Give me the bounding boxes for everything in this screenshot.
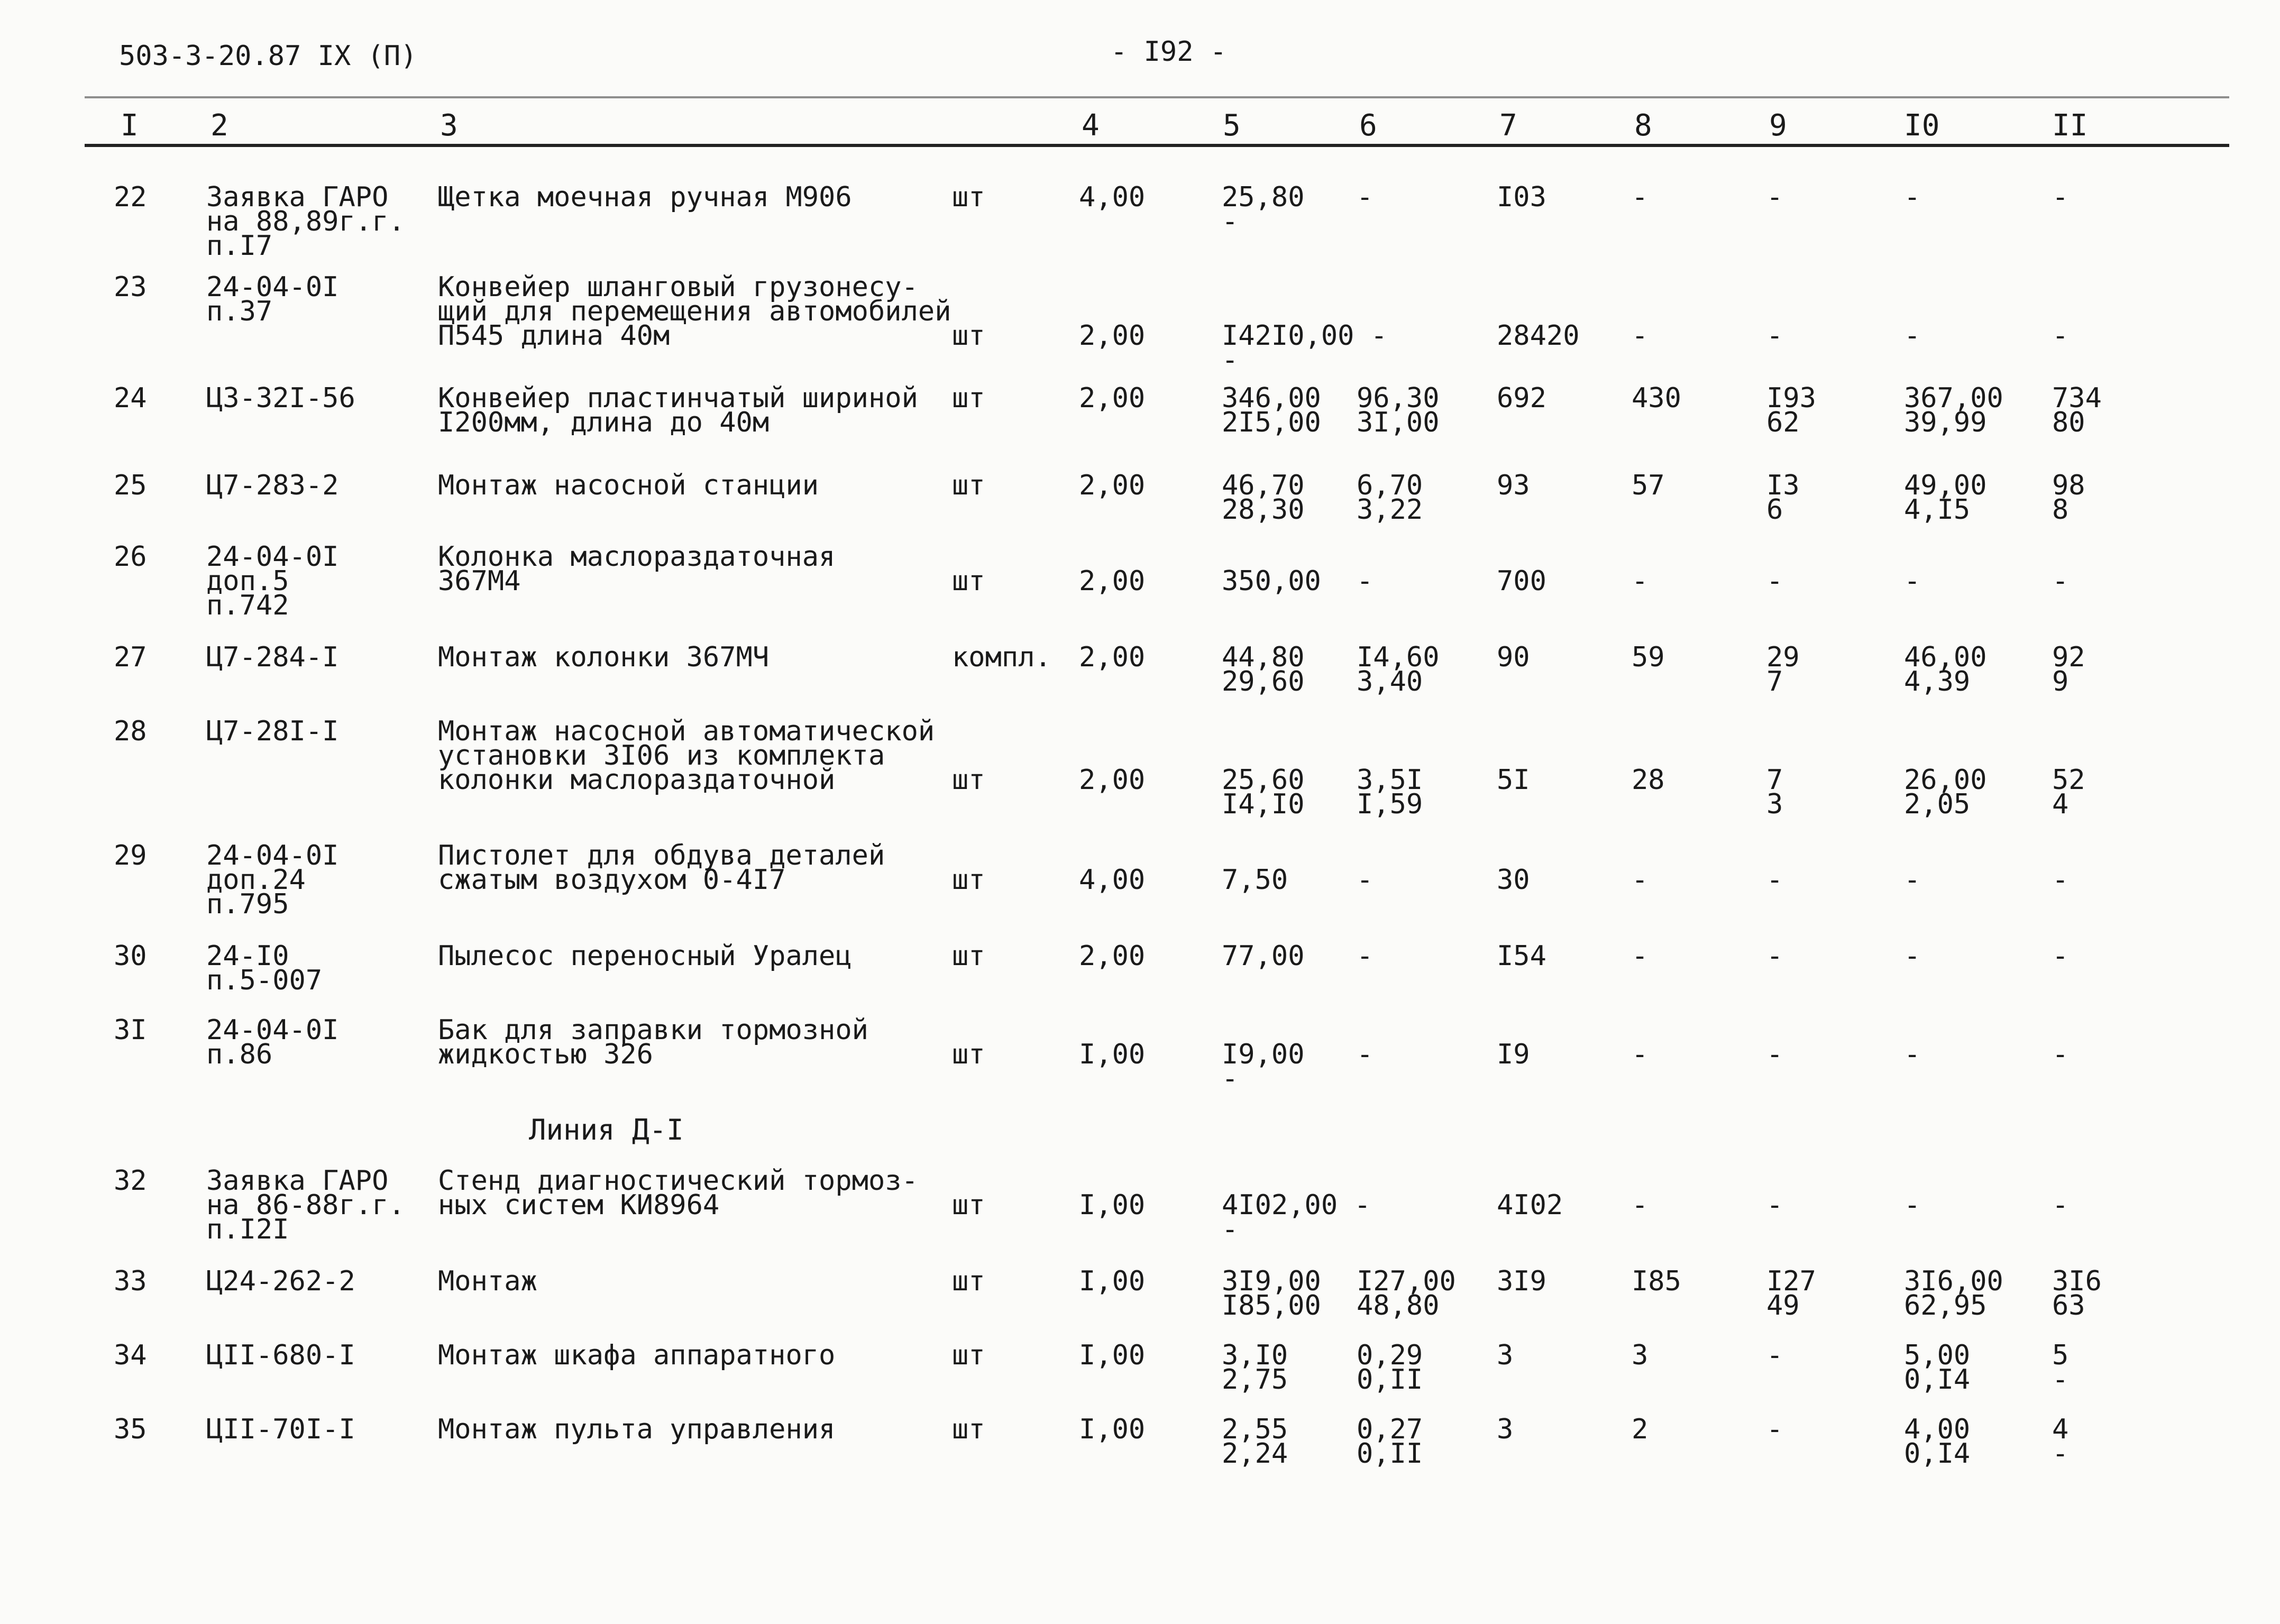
row-number: 27 <box>114 641 147 673</box>
row-col11: - <box>2052 565 2069 597</box>
row-col9: - <box>1766 1339 1783 1371</box>
row-unit: шт <box>952 1414 985 1445</box>
row-col6: - <box>1357 565 1374 597</box>
row-col11: 52 4 <box>2052 764 2085 820</box>
row-col5: I9,00 - <box>1222 1039 1305 1095</box>
header-rule-top <box>85 96 2229 98</box>
row-code: Ц7-284-I <box>206 641 339 673</box>
row-quantity: 2,00 <box>1079 764 1146 796</box>
column-header: 2 <box>210 108 228 143</box>
row-col7: 3 <box>1497 1339 1514 1371</box>
row-col5: 25,80 - <box>1222 181 1305 237</box>
row-code: 24-04-0I п.86 <box>206 1014 339 1070</box>
row-code: Ц7-28I-I <box>206 715 339 747</box>
row-col9: - <box>1766 1189 1783 1221</box>
row-number: 34 <box>114 1339 147 1371</box>
row-number: 35 <box>114 1414 147 1445</box>
row-col8: 28 <box>1632 764 1665 796</box>
row-quantity: 2,00 <box>1079 470 1146 501</box>
row-col6: - <box>1357 1039 1374 1070</box>
row-col9: - <box>1766 1414 1783 1445</box>
row-col10: - <box>1904 1189 1921 1221</box>
column-header: 5 <box>1223 108 1241 143</box>
row-code: Заявка ГАРО на 88,89г.г. п.I7 <box>206 181 405 262</box>
row-col8: - <box>1632 320 1649 352</box>
row-col8: 59 <box>1632 641 1665 673</box>
row-quantity: I,00 <box>1079 1265 1146 1297</box>
row-col8: I85 <box>1632 1265 1681 1297</box>
row-col5: I42I0,00 - - <box>1222 320 1388 376</box>
row-code: Заявка ГАРО на 86-88г.г. п.I2I <box>206 1165 405 1245</box>
row-col11: 4 - <box>2052 1414 2069 1470</box>
row-col10: 26,00 2,05 <box>1904 764 1987 820</box>
row-number: 33 <box>114 1265 147 1297</box>
row-col7: 28420 <box>1497 320 1580 352</box>
row-number: 26 <box>114 541 147 573</box>
row-col11: 3I6 63 <box>2052 1265 2102 1322</box>
row-col9: 7 3 <box>1766 764 1783 820</box>
row-col6: - <box>1357 181 1374 213</box>
row-number: 24 <box>114 382 147 414</box>
row-col10: 46,00 4,39 <box>1904 641 1987 698</box>
row-number: 29 <box>114 840 147 871</box>
row-name: Монтаж <box>438 1265 537 1297</box>
row-col11: - <box>2052 1189 2069 1221</box>
row-col7: 700 <box>1497 565 1546 597</box>
row-col10: 3I6,00 62,95 <box>1904 1265 2003 1322</box>
row-unit: шт <box>952 1189 985 1221</box>
row-code: Ц24-262-2 <box>206 1265 355 1297</box>
row-unit: шт <box>952 864 985 896</box>
row-col11: - <box>2052 181 2069 213</box>
row-col7: 90 <box>1497 641 1530 673</box>
row-col7: 30 <box>1497 864 1530 896</box>
row-col8: 57 <box>1632 470 1665 501</box>
row-col8: 430 <box>1632 382 1681 414</box>
row-quantity: I,00 <box>1079 1039 1146 1070</box>
column-header: 8 <box>1634 108 1652 143</box>
row-col11: 98 8 <box>2052 470 2085 526</box>
row-col9: I93 62 <box>1766 382 1816 438</box>
row-col9: - <box>1766 864 1783 896</box>
row-unit: шт <box>952 181 985 213</box>
row-col9: I27 49 <box>1766 1265 1816 1322</box>
row-unit: шт <box>952 565 985 597</box>
header-rule-bottom <box>85 144 2229 147</box>
row-col6: 96,30 3I,00 <box>1357 382 1440 438</box>
row-name: Монтаж шкафа аппаратного <box>438 1339 836 1371</box>
row-unit: шт <box>952 764 985 796</box>
row-col6: - <box>1357 940 1374 972</box>
row-col10: - <box>1904 1039 1921 1070</box>
row-number: 28 <box>114 715 147 747</box>
row-col7: I9 <box>1497 1039 1530 1070</box>
row-col8: 2 <box>1632 1414 1649 1445</box>
row-col8: - <box>1632 181 1649 213</box>
row-col7: I54 <box>1497 940 1546 972</box>
row-code: 24-04-0I п.37 <box>206 271 339 327</box>
row-col8: - <box>1632 1039 1649 1070</box>
row-col6: 0,27 0,II <box>1357 1414 1423 1470</box>
section-heading: Линия Д-I <box>529 1113 684 1146</box>
row-col8: - <box>1632 1189 1649 1221</box>
row-code: ЦII-70I-I <box>206 1414 355 1445</box>
row-col5: 25,60 I4,I0 <box>1222 764 1305 820</box>
row-quantity: I,00 <box>1079 1339 1146 1371</box>
row-col9: I3 6 <box>1766 470 1800 526</box>
row-quantity: 2,00 <box>1079 320 1146 352</box>
row-quantity: I,00 <box>1079 1414 1146 1445</box>
row-col10: - <box>1904 320 1921 352</box>
row-col9: 29 7 <box>1766 641 1800 698</box>
row-number: 25 <box>114 470 147 501</box>
row-col5: 44,80 29,60 <box>1222 641 1305 698</box>
row-name: Конвейер пластинчатый шириной I200мм, длина до 40м <box>438 382 918 438</box>
row-name: Стенд диагностический тормоз- ных систем КИ8964 <box>438 1165 918 1221</box>
row-unit: шт <box>952 940 985 972</box>
row-name: Щетка моечная ручная М906 <box>438 181 852 213</box>
row-col11: 734 80 <box>2052 382 2102 438</box>
row-col8: - <box>1632 940 1649 972</box>
row-col9: - <box>1766 940 1783 972</box>
row-unit: шт <box>952 320 985 352</box>
row-col11: - <box>2052 940 2069 972</box>
row-col5: 3,I0 2,75 <box>1222 1339 1288 1396</box>
row-col10: - <box>1904 864 1921 896</box>
row-col5: 46,70 28,30 <box>1222 470 1305 526</box>
row-name: Конвейер шланговый грузонесу- щий для перемещения автомобилей П545 длина 40м <box>438 271 951 352</box>
row-unit: шт <box>952 1339 985 1371</box>
row-col10: 367,00 39,99 <box>1904 382 2003 438</box>
row-quantity: I,00 <box>1079 1189 1146 1221</box>
row-code: Ц3-32I-56 <box>206 382 355 414</box>
column-header: I0 <box>1904 108 1940 143</box>
row-col6: 6,70 3,22 <box>1357 470 1423 526</box>
column-header: II <box>2052 108 2088 143</box>
row-number: 23 <box>114 271 147 303</box>
row-col5: 2,55 2,24 <box>1222 1414 1288 1470</box>
row-name: Пылесос переносный Уралец <box>438 940 852 972</box>
column-header: 4 <box>1082 108 1100 143</box>
row-col8: 3 <box>1632 1339 1649 1371</box>
row-name: Монтаж пульта управления <box>438 1414 836 1445</box>
row-col6: I4,60 3,40 <box>1357 641 1440 698</box>
row-unit: компл. <box>952 641 1051 673</box>
row-name: Бак для заправки тормозной жидкостью 326 <box>438 1014 868 1070</box>
row-col9: - <box>1766 1039 1783 1070</box>
row-col5: 350,00 <box>1222 565 1321 597</box>
row-col7: 3 <box>1497 1414 1514 1445</box>
row-col9: - <box>1766 565 1783 597</box>
column-header: 6 <box>1359 108 1377 143</box>
row-unit: шт <box>952 382 985 414</box>
column-header: 7 <box>1499 108 1517 143</box>
row-col11: - <box>2052 1039 2069 1070</box>
row-col5: 7,50 <box>1222 864 1288 896</box>
column-header: I <box>121 108 139 143</box>
row-col7: 692 <box>1497 382 1546 414</box>
row-col11: - <box>2052 864 2069 896</box>
row-col5: 77,00 <box>1222 940 1305 972</box>
row-col10: 5,00 0,I4 <box>1904 1339 1971 1396</box>
row-col11: 92 9 <box>2052 641 2085 698</box>
row-name: Монтаж насосной станции <box>438 470 819 501</box>
row-quantity: 2,00 <box>1079 940 1146 972</box>
row-quantity: 2,00 <box>1079 641 1146 673</box>
row-col10: - <box>1904 940 1921 972</box>
row-col10: - <box>1904 181 1921 213</box>
row-name: Пистолет для обдува деталей сжатым воздухом 0-4I7 <box>438 840 885 896</box>
row-col9: - <box>1766 181 1783 213</box>
row-col8: - <box>1632 565 1649 597</box>
row-unit: шт <box>952 1265 985 1297</box>
row-code: 24-04-0I доп.24 п.795 <box>206 840 339 920</box>
row-quantity: 2,00 <box>1079 565 1146 597</box>
row-number: 30 <box>114 940 147 972</box>
row-col11: 5 - <box>2052 1339 2069 1396</box>
row-code: 24-I0 п.5-007 <box>206 940 323 996</box>
column-header: 9 <box>1769 108 1787 143</box>
row-col7: I03 <box>1497 181 1546 213</box>
row-unit: шт <box>952 470 985 501</box>
row-col5: 4I02,00 - - <box>1222 1189 1371 1245</box>
row-quantity: 2,00 <box>1079 382 1146 414</box>
row-col10: 4,00 0,I4 <box>1904 1414 1971 1470</box>
row-col11: - <box>2052 320 2069 352</box>
row-col7: 3I9 <box>1497 1265 1546 1297</box>
row-code: 24-04-0I доп.5 п.742 <box>206 541 339 621</box>
row-quantity: 4,00 <box>1079 864 1146 896</box>
row-col7: 93 <box>1497 470 1530 501</box>
row-code: ЦII-680-I <box>206 1339 355 1371</box>
row-col8: - <box>1632 864 1649 896</box>
row-col5: 3I9,00 I85,00 <box>1222 1265 1321 1322</box>
row-quantity: 4,00 <box>1079 181 1146 213</box>
row-code: Ц7-283-2 <box>206 470 339 501</box>
row-col6: - <box>1357 864 1374 896</box>
row-col7: 5I <box>1497 764 1530 796</box>
document-code: 503-3-20.87 IX (П) <box>119 40 417 72</box>
row-col6: I27,00 48,80 <box>1357 1265 1456 1322</box>
row-number: 22 <box>114 181 147 213</box>
row-col5: 346,00 2I5,00 <box>1222 382 1321 438</box>
row-col7: 4I02 <box>1497 1189 1563 1221</box>
row-number: 3I <box>114 1014 147 1046</box>
row-col6: 0,29 0,II <box>1357 1339 1423 1396</box>
page-number: - I92 - <box>1111 36 1227 68</box>
row-name: Монтаж колонки 367МЧ <box>438 641 770 673</box>
row-col9: - <box>1766 320 1783 352</box>
row-name: Монтаж насосной автоматической установки 3I06 из комплекта колонки маслораздаточной <box>438 715 935 796</box>
row-unit: шт <box>952 1039 985 1070</box>
row-col6: 3,5I I,59 <box>1357 764 1423 820</box>
column-header: 3 <box>440 108 458 143</box>
row-col10: - <box>1904 565 1921 597</box>
row-col10: 49,00 4,I5 <box>1904 470 1987 526</box>
row-number: 32 <box>114 1165 147 1197</box>
row-name: Колонка маслораздаточная 367М4 <box>438 541 836 597</box>
